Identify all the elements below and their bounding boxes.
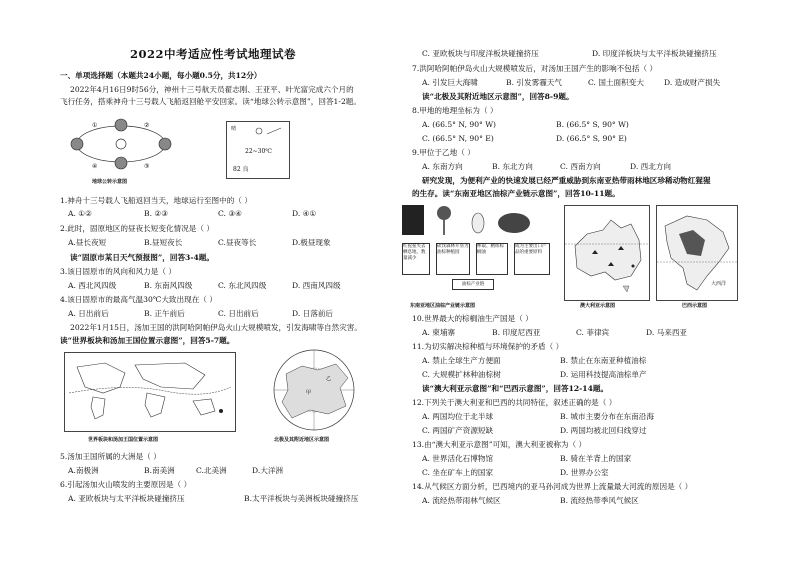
option[interactable]: C. 两国矿产资源短缺: [422, 426, 494, 435]
option[interactable]: C. 日出前后: [218, 309, 259, 318]
option[interactable]: A. 两国均位于北半球: [422, 412, 494, 421]
option[interactable]: C. 大规模扩林种油棕树: [422, 370, 501, 379]
wind-sun-icon: [253, 125, 283, 137]
question-14: 14.从气候区方面分析，巴西境内的亚马孙河成为世界上流量最大河流的原因是（ ）: [412, 482, 693, 491]
figure-caption: 澳大利亚示意图: [580, 303, 616, 309]
option[interactable]: D.大洋洲: [252, 466, 284, 475]
question-10: 10.世界最大的棕榈油生产国是（ ）: [412, 314, 533, 323]
plates-map-drawing: [65, 353, 235, 431]
weather-forecast-figure: [226, 121, 290, 179]
option[interactable]: D. 西南风四级: [292, 281, 341, 290]
option[interactable]: B.南美洲: [144, 466, 175, 475]
question-13: 13.由“澳大利亚示意图”可知，澳大利亚被称为（ ）: [412, 440, 587, 449]
option[interactable]: D. 西北方向: [630, 162, 672, 171]
svg-text:②: ②: [144, 122, 150, 129]
option[interactable]: B. 骑在羊背上的国家: [560, 454, 632, 463]
option[interactable]: D. ④①: [292, 209, 317, 218]
chain-box: 砍伐森林开垦为油棕种植园: [436, 243, 470, 275]
page-title: 2022中考适应性考试地理试卷: [130, 47, 297, 61]
option[interactable]: A. 世界活化石博物馆: [422, 454, 494, 463]
option[interactable]: C. 西南方向: [560, 162, 601, 171]
option[interactable]: C.昼夜等长: [218, 238, 257, 247]
option[interactable]: D. (66.5° S, 90° E): [556, 134, 627, 143]
figure-caption: 巴西示意图: [682, 303, 708, 309]
instruction-note: 读“世界板块和汤加王国位置示意图”，回答5-7题。: [60, 336, 235, 345]
option[interactable]: D. 运用科技提高油棕单产: [560, 370, 647, 379]
option[interactable]: A. 柬埔寨: [422, 328, 456, 337]
option[interactable]: B. (66.5° S, 90° W): [556, 120, 629, 129]
option[interactable]: D. 造成财产损失: [664, 78, 721, 87]
option[interactable]: B. 东南风四级: [144, 281, 193, 290]
question-5: 5.汤加王国所属的大洲是（ ）: [60, 452, 161, 461]
passage-text: 2022年1月15日，汤加王国的洪阿哈阿帕伊岛火山大规模喷发，引发海啸等自然灾害。: [70, 323, 363, 332]
figure-caption: 世界板块和汤加王国位置示意图: [88, 437, 159, 443]
question-8: 8.甲地的地理坐标为（ ）: [412, 106, 498, 115]
palm-oil-chain-figure: [402, 205, 556, 301]
passage-text: 飞行任务，搭乘神舟十三号载人飞船返回舱平安回家。读“地球公转示意图”，回答1-2题。: [60, 97, 361, 106]
arctic-map-drawing: [266, 348, 362, 432]
instruction-note: 读“澳大利亚示意图”和“巴西示意图”，回答12-14题。: [422, 384, 609, 393]
question-2: 2.此时，固原地区的昼夜长短变化情况是（ ）: [60, 224, 214, 233]
weather-label: 晴: [231, 126, 237, 132]
option[interactable]: D.极昼现象: [292, 238, 331, 247]
option[interactable]: C. 菲律宾: [576, 328, 610, 337]
question-11: 11.为切实解决棕种植与环境保护的矛盾（ ）: [412, 342, 564, 351]
figure-caption: 北极及其附近地区示意图: [274, 437, 330, 443]
earth-orbit-figure: [62, 112, 180, 186]
svg-text:③: ③: [144, 163, 150, 170]
figure-caption: 地球公转示意图: [92, 179, 128, 185]
option[interactable]: D. 马来西亚: [646, 328, 688, 337]
orangutan-photo: [402, 205, 424, 235]
option[interactable]: B. 城市主要分布在东南沿海: [560, 412, 654, 421]
question-12: 12.下列关于澳大利亚和巴西的共同特征，叙述正确的是（ ）: [412, 398, 617, 407]
svg-text:①: ①: [92, 122, 98, 129]
option[interactable]: B.昼短夜长: [144, 238, 183, 247]
option[interactable]: B. 正午前后: [144, 309, 185, 318]
option[interactable]: D. 日落前后: [292, 309, 334, 318]
svg-text:④: ④: [92, 163, 98, 170]
brazil-map: [656, 205, 738, 301]
passage-text: 2022年4月16日9时56分，神州十三号航天员翟志刚、王亚平、叶光富完成六个月的: [70, 85, 354, 94]
option[interactable]: C. 国土面积变大: [588, 78, 644, 87]
option[interactable]: C. ③④: [218, 209, 242, 218]
option[interactable]: A.昼长夜短: [68, 238, 107, 247]
australia-map: [564, 205, 650, 301]
instruction-note: 读“北极及其附近地区示意图”，回答8-9题。: [422, 92, 574, 101]
question-6: 6.引起汤加火山喷发的主要原因是（ ）: [60, 480, 192, 489]
earth-orbit-diagram: [62, 112, 180, 176]
arctic-map: [266, 348, 362, 432]
passage-text: 研究发现，为便利产业的快速发展已经严重威胁到东南亚热带雨林地区珍稀动物红猩猩: [422, 176, 711, 185]
option[interactable]: A. 禁止全球生产方便面: [422, 356, 501, 365]
option[interactable]: A. 引发巨大海啸: [422, 78, 478, 87]
temperature-range: 22~30℃: [245, 148, 273, 155]
question-9: 9.甲位于乙地（ ）: [412, 148, 475, 157]
option[interactable]: A. ①②: [68, 209, 92, 218]
chain-bottom-box: 油棕产业链: [452, 279, 494, 290]
chain-box: 榨取、精炼棕榈油: [476, 243, 508, 275]
option[interactable]: B. ②③: [144, 209, 169, 218]
ocean-label: 大西洋: [711, 281, 727, 287]
option[interactable]: B. 印度尼西亚: [492, 328, 541, 337]
option[interactable]: A. 流经热带雨林气候区: [422, 496, 501, 505]
option[interactable]: A. (66.5° N, 90° W): [422, 120, 497, 129]
option[interactable]: D. 两国均被北回归线穿过: [560, 426, 647, 435]
option[interactable]: D. 印度洋板块与太平洋板块碰撞挤压: [592, 49, 717, 58]
instruction-note: 的生存。读“东南亚地区油棕产业链示意图”，回答10-11题。: [412, 189, 620, 198]
option[interactable]: C. 亚欧板块与印度洋板块碰撞挤压: [422, 49, 539, 58]
chain-box: 成为主要出口产品的重要原料: [514, 243, 550, 275]
svg-text:乙: 乙: [326, 376, 332, 382]
question-7: 7.洪阿哈阿帕伊岛火山大规模喷发后，对汤加王国产生的影响不包括（ ）: [412, 64, 658, 73]
option[interactable]: C.北美洲: [196, 466, 227, 475]
option[interactable]: B. 流经热带季风气候区: [560, 496, 639, 505]
air-quality: 82 良: [233, 166, 249, 173]
svg-text:甲: 甲: [306, 390, 312, 396]
option[interactable]: B. 引发雾霾天气: [506, 78, 562, 87]
option[interactable]: B.太平洋板块与美洲板块碰撞挤压: [244, 494, 359, 503]
world-plates-map: [64, 352, 236, 432]
option[interactable]: B. 禁止在东南亚种植油棕: [560, 356, 647, 365]
option[interactable]: C. 东北风四级: [218, 281, 267, 290]
option[interactable]: A. 西北风四级: [68, 281, 117, 290]
chain-images: [428, 205, 538, 237]
option[interactable]: A.南极洲: [68, 466, 99, 475]
section-heading: 一、单项选择题（本题共24小题，每小题0.5分，共12分）: [60, 71, 262, 80]
option[interactable]: C. 坐在矿车上的国家: [422, 468, 494, 477]
option[interactable]: A. 东南方向: [422, 162, 463, 171]
chain-box: 红猩猩失去栖息地，数量减少: [402, 243, 430, 275]
option[interactable]: A. 亚欧板块与太平洋板块碰撞挤压: [68, 494, 185, 503]
instruction-note: 读“固原市某日天气预报图”，回答3-4题。: [70, 253, 214, 262]
figure-caption: 东南亚地区油棕产业链示意图: [410, 303, 476, 309]
option[interactable]: A. 日出前后: [68, 309, 109, 318]
australia-map-drawing: [565, 206, 649, 300]
option[interactable]: D. 世界办公室: [560, 468, 609, 477]
question-4: 4.该日固原市的最高气温30℃大致出现在（ ）: [60, 295, 217, 304]
question-3: 3.该日固原市的风向和风力是（ ）: [60, 267, 176, 276]
option[interactable]: B. 东北方向: [492, 162, 533, 171]
option[interactable]: C. (66.5° N, 90° E): [422, 134, 494, 143]
question-1: 1.神舟十三号载人飞船返回当天，地球运行至图中的（ ）: [60, 196, 252, 205]
